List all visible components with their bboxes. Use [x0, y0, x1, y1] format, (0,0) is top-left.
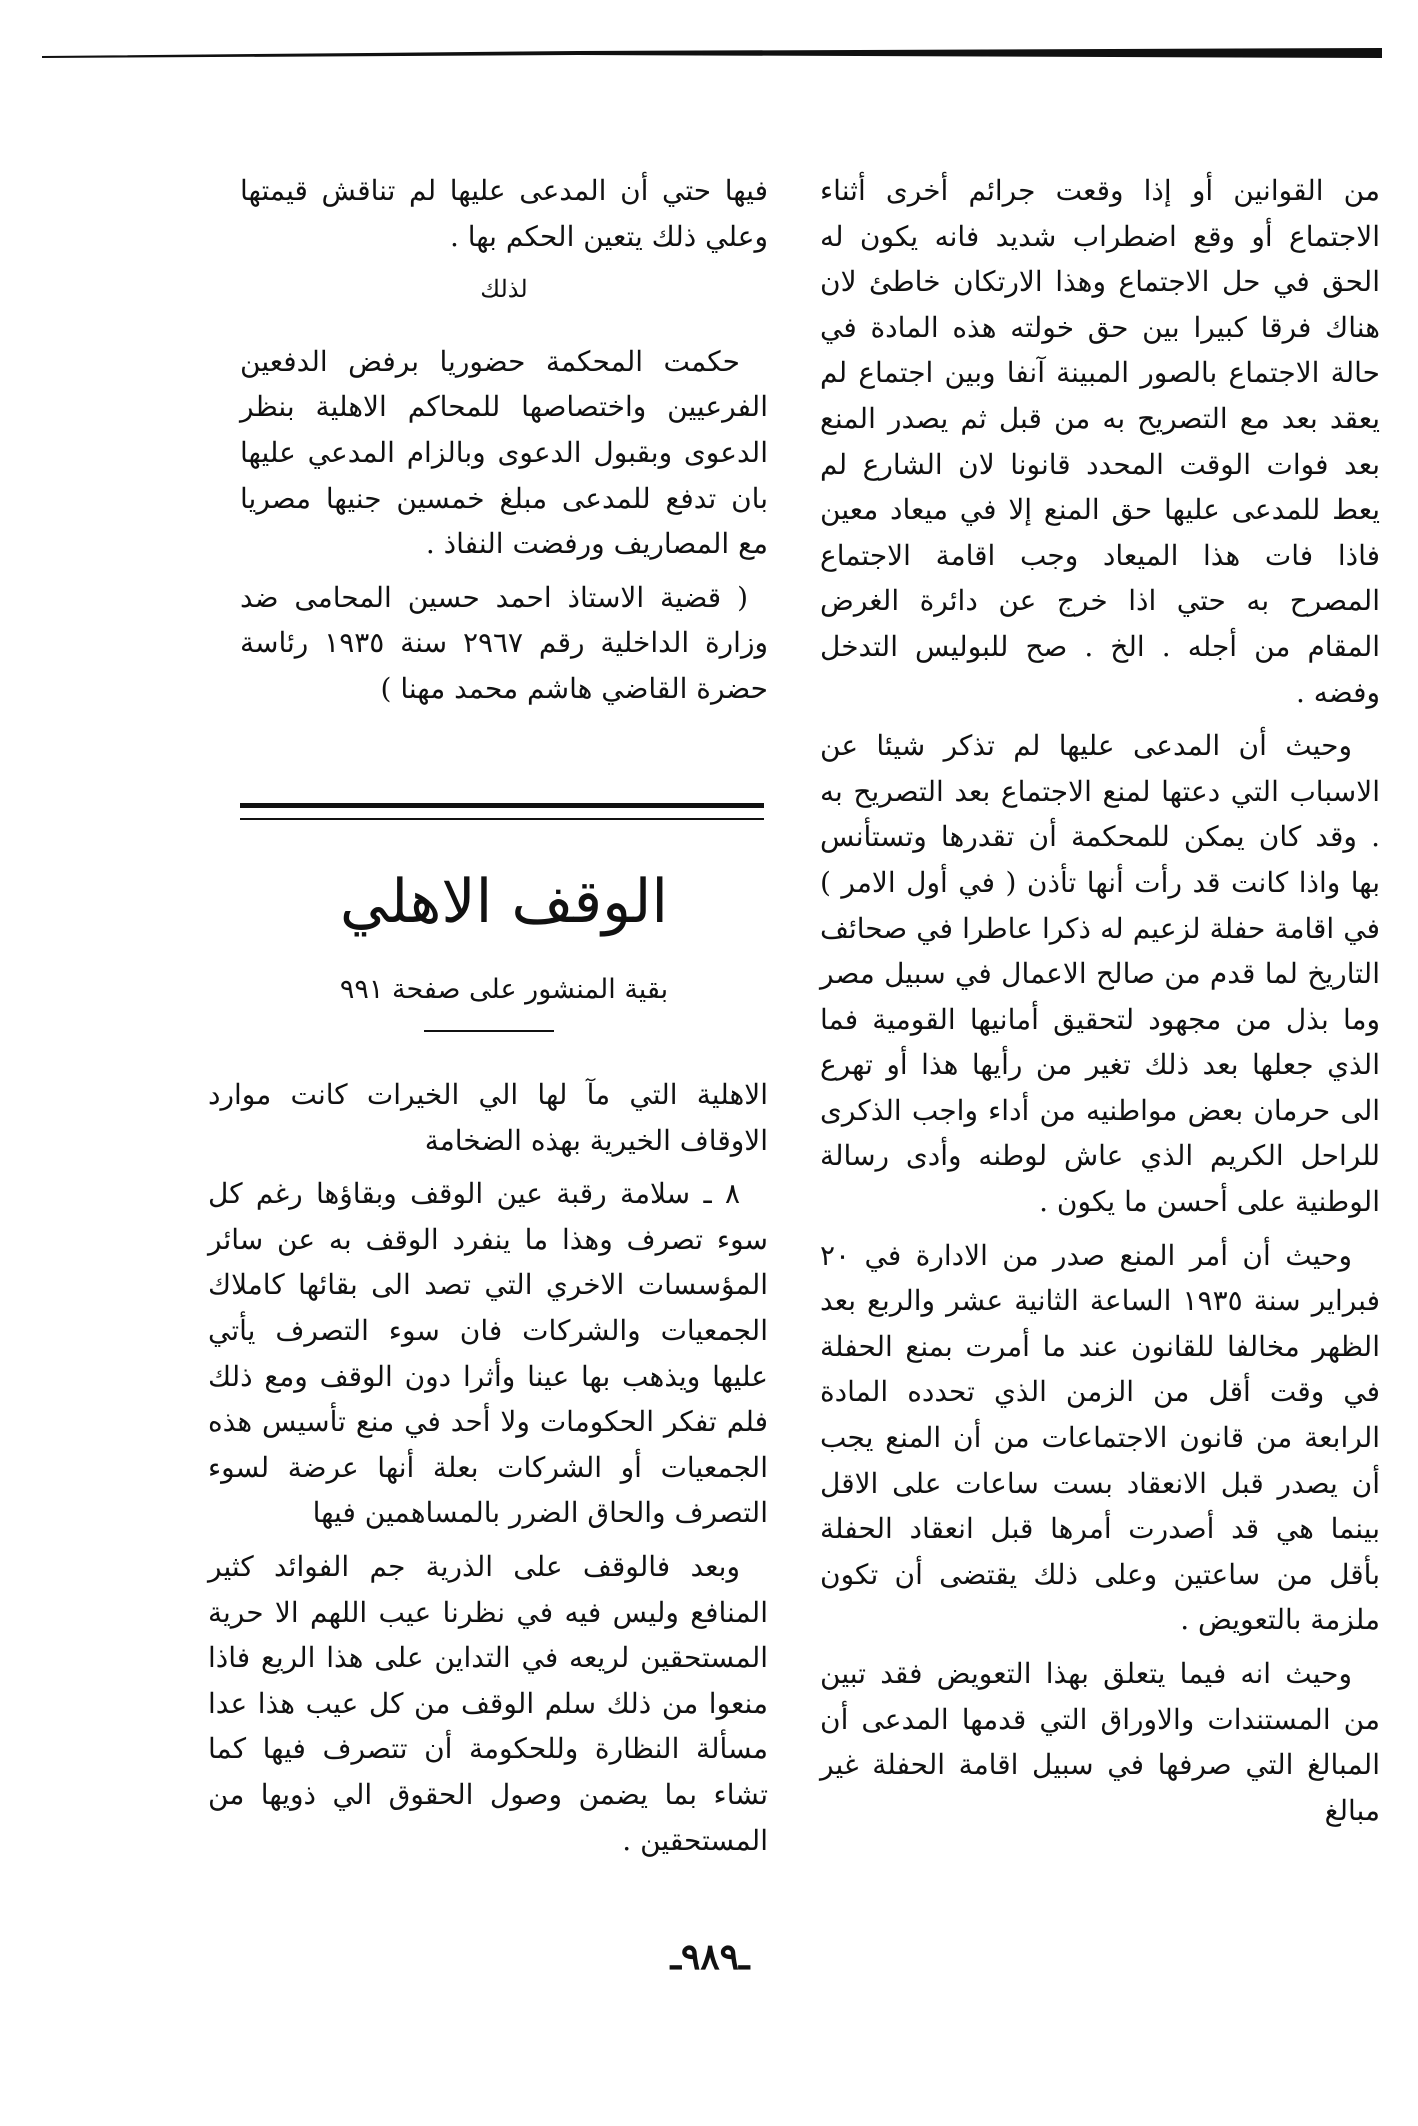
section-title: الوقف الاهلي — [339, 867, 669, 937]
right-column — [820, 168, 1380, 1833]
verdict-heading: لذلك — [480, 275, 528, 304]
section-subtitle: بقية المنشور على صفحة ٩٩١ — [339, 974, 669, 1005]
right-paragraph-1: من القوانين أو إذا وقعت جرائم أخرى أثناء الاجتماع أو وقع اضطراب شديد فانه يكون له الحق في حل الاجتماع وهذا الارتكان خاطئ لان هناك فرقا كبيرا بين حق خولته هذه المادة في حالة الاجتماع بالصور المبينة آنفا وبين اجتماع لم يعقد بعد مع التصريح به من قبل ثم يصدر المنع بعد فوات الوقت المحدد قانونا لان الشارع لم يعط للمدعى عليها حق المنع إلا في ميعاد معين فاذا فات هذا الميعاد وجب اقامة الاجتماع المصرح به حتي اذا خرج عن دائرة الغرض المقام من أجله . الخ . صح للبوليس التدخل وفضه . — [820, 174, 1380, 709]
subtitle-rule — [424, 1030, 554, 1032]
case-reference: ( قضية الاستاذ احمد حسين المحامى ضد وزارة الداخلية رقم ٢٩٦٧ سنة ١٩٣٥ رئاسة حضرة القاضي هاشم محمد مهنا ) — [240, 580, 768, 705]
left-column-top — [240, 168, 768, 712]
right-paragraph-3: وحيث أن أمر المنع صدر من الادارة في ٢٠ فبراير سنة ١٩٣٥ الساعة الثانية عشر والربع بعد الظهر مخالفا للقانون عند ما أمرت بمنع الحفلة في وقت أقل من الزمن الذي تحدده المادة الرابعة من قانون الاجتماعات من أن المنع يجب أن يصدر قبل الانعقاد بست ساعات على الاقل بينما هي قد أصدرت أمرها قبل انعقاد الحفلة بأقل من ساعتين وعلى ذلك يقتضى أن تكون ملزمة بالتعويض . — [820, 1238, 1381, 1637]
top-rule — [42, 48, 1382, 58]
section-paragraph-2: ٨ ـ سلامة رقبة عين الوقف وبقاؤها رغم كل سوء تصرف وهذا ما ينفرد الوقف به عن سائر المؤسسات الاخري التي تصد الى بقائها كاملاك الجمعيات والشركات فان سوء التصرف يأتي عليها ويذهب بها عينا وأثرا دون الوقف ومع ذلك فلم تفكر الحكومات ولا أحد في منع تأسيس هذه الجمعيات أو الشركات بعلة أنها عرضة لسوء التصرف والحاق الضرر بالمساهمين فيها — [208, 1177, 768, 1530]
right-paragraph-2: وحيث أن المدعى عليها لم تذكر شيئا عن الاسباب التي دعتها لمنع الاجتماع بعد التصريح به . وقد كان يمكن للمحكمة أن تقدرها وتستأنس بها واذا كانت قد رأت أنها تأذن ( في أول الامر ) في اقامة حفلة لزعيم له ذكرا عاطرا في صحائف التاريخ لما قدم من صالح الاعمال في سبيل مصر وما بذل من مجهود لتحقيق أمانيها القومية فما الذي جعلها بعد ذلك تغير من رأيها هذا أو تهرع الى حرمان بعض مواطنيه من أداء واجب الذكرى للراحل الكريم الذي عاش لوطنه وأدى رسالة الوطنية على أحسن ما يكون . — [820, 729, 1380, 1219]
section-paragraph-1: الاهلية التي مآ لها الي الخيرات كانت موارد الاوقاف الخيرية بهذه الضخامة — [208, 1078, 768, 1157]
right-paragraph-4: وحيث انه فيما يتعلق بهذا التعويض فقد تبين من المستندات والاوراق التي قدمها المدعى أن المبالغ التي صرفها في سبيل اقامة الحفلة غير مبالغ — [820, 1657, 1380, 1827]
left-paragraph-1: فيها حتي أن المدعى عليها لم تناقش قيمتها وعلي ذلك يتعين الحكم بها . — [240, 174, 768, 253]
verdict-text: حكمت المحكمة حضوريا برفض الدفعين الفرعيين واختصاصها للمحاكم الاهلية بنظر الدعوى وبقبول الدعوى وبالزام المدعي عليها بان تدفع للمدعى مبلغ خمسين جنيها مصريا مع المصاريف ورفضت النفاذ . — [240, 344, 768, 561]
section-divider — [240, 803, 764, 820]
page-number: ـ٩٨٩ـ — [670, 1936, 750, 1978]
section-paragraph-3: وبعد فالوقف على الذرية جم الفوائد كثير المنافع وليس فيه في نظرنا عيب اللهم الا حرية المستحقين لريعه في التداين على هذا الريع فاذا منعوا من ذلك سلم الوقف من كل عيب هذا عدا مسألة النظارة وللحكومة أن تتصرف فيها كما تشاء بما يضمن وصول الحقوق الي ذويها من المستحقين . — [208, 1549, 768, 1857]
left-column-bottom — [208, 1072, 768, 1863]
